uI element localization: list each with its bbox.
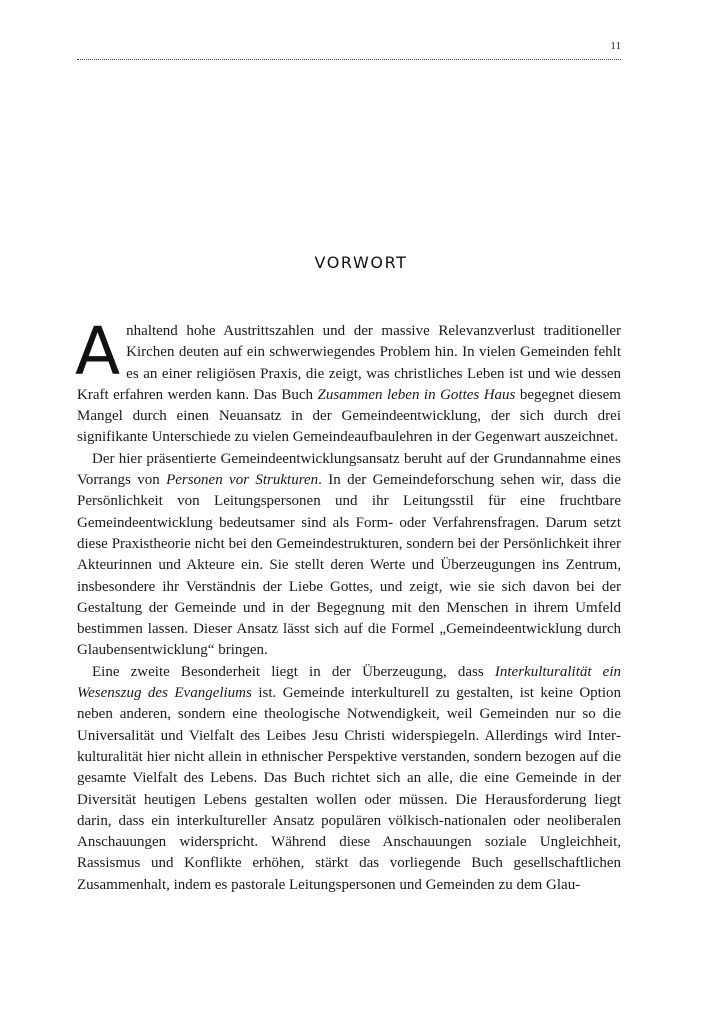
body-text — [75, 313, 622, 896]
paragraph-3-text-2: ist. Gemeinde interkulturell zu gestalten, ist keine Option neben anderen, sondern eine theologische Notwendigkeit, weil Gemeinden nur so die Universalität und Vielfalt des Leibes Jesu Christi widerspiegeln. Allerdings wird Interkulturalität hier nicht allein in ethnischer Perspektive verstanden, sondern bezogen auf die gesamte Vielfalt des Lebens. Das Buch richtet sich an alle, die eine Gemeinde in der Diversität heutigen Lebens gestalten wollen oder müssen. Die Herausforderung liegt darin, dass ein interkultureller Ansatz populären völkisch-nationalen oder neoliberalen Anschauungen widerspricht. Während diese Anschauungen soziale Ungleichheit, Rassismus und Konflikte erhöhen, stärkt das vorliegende Buch gesellschaftlichen Zusammenhalt, indem es pastorale Leitungspersonen und Gemeinden zu dem Glau- — [77, 685, 621, 893]
paragraph-2-italic: Personen vor Strukturen — [166, 472, 319, 489]
paragraph-3-italic: Interkulturalität ein Wesenszug des Evangeliums — [77, 663, 622, 702]
page-number: 11 — [610, 40, 621, 52]
paragraph-3-text-1: Eine zweite Besonderheit liegt in der Überzeugung, dass — [92, 663, 495, 680]
paragraph-3 — [77, 662, 621, 896]
header-dotted-rule — [77, 59, 621, 60]
paragraph-2-text-2: . In der Gemeindeforschung sehen wir, dass die Persönlichkeit von Leitungspersonen und ihr Leitungsstil für eine fruchtbare Gemeindeentwicklung bedeutsamer sind als Form- oder Verfahrensfragen. Darum setzt diese Praxistheorie nicht bei den Gemeindestrukturen, sondern bei der Persönlichkeit ihrer Akteurinnen und Akteure ein. Sie stellt deren Werte und Überzeugungen ins Zentrum, insbesondere ihr Verständnis der Liebe Gottes, und zeigt, wie sie sich davon bei der Gestaltung der Gemeinde und in der Begegnung mit den Menschen in ihrem Umfeld bestimmen lassen. Dieser Ansatz lässt sich auf die Formel „Gemeindeentwicklung durch Glaubensentwicklung“ bringen. — [77, 472, 621, 659]
paragraph-1-text-1: nhaltend hohe Austrittszahlen und der massive Relevanzverlust traditioneller Kirchen deuten auf ein schwerwiegendes Problem hin. In vielen Gemeinden fehlt es an einer religiösen Praxis, die zeigt, was christliches Leben ist und wie dessen Kraft erfahren werden kann. Das Buch — [77, 323, 621, 403]
book-title-italic: Zusammen leben in Gottes Haus — [317, 386, 516, 403]
paragraph-1 — [75, 313, 621, 449]
paragraph-2-text-1: Der hier präsentierte Gemeindeentwicklungsansatz beruht auf der Grundannahme eines Vorrangs von — [77, 450, 621, 489]
chapter-title: VORWORT — [314, 253, 408, 272]
paragraph-2 — [77, 449, 621, 662]
paragraph-1-text-2: begegnet diesem Mangel durch einen Neuansatz in der Gemeindeentwicklung, der sich durch drei signifikante Unterschiede zu vielen Gemeindeaufbaulehren in der Gegenwart auszeichnet. — [77, 386, 621, 446]
drop-cap: A — [75, 313, 121, 390]
